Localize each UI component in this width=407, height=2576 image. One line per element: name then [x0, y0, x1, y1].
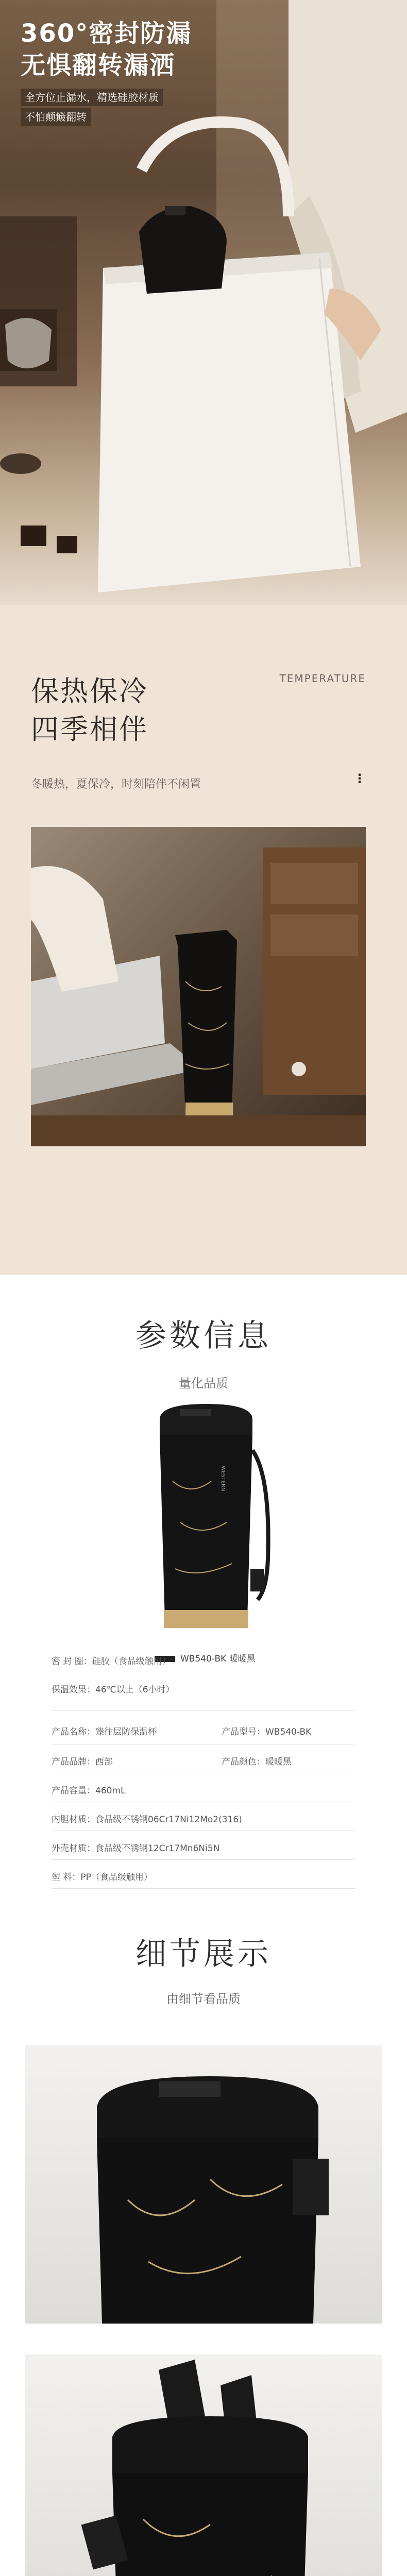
svg-text:WESTERN: WESTERN	[220, 1466, 226, 1492]
spec-shell-material: 外壳材质：食品级不锈钢12Cr17Mn6Ni5N	[52, 1843, 220, 1854]
spec-seal: 密 封 圈：硅胶（食品级触用）	[52, 1656, 171, 1667]
parameters-subheading: 量化品质	[179, 1376, 228, 1391]
temperature-title-line2: 四季相伴	[31, 713, 148, 745]
hero-subtitle	[21, 89, 163, 128]
temperature-description: 冬暖热，夏保冷，时刻陪伴不闲置	[31, 778, 201, 791]
spec-insulation: 保温效果：46℃以上（6小时）	[52, 1685, 175, 1695]
temperature-photo	[31, 827, 366, 1146]
spec-name: 产品名称：臻往层防保温杯	[52, 1727, 157, 1737]
spec-plastic: 塑 料：PP（食品级触用）	[52, 1872, 152, 1883]
details-heading: 细节展示	[135, 1936, 272, 1972]
spec-capacity: 产品容量：460mL	[52, 1786, 126, 1796]
parameters-heading: 参数信息	[135, 1318, 272, 1354]
hero-title	[21, 18, 192, 81]
hero-section	[0, 0, 407, 605]
hero-title-line2: 无惧翻转漏洒	[21, 51, 176, 80]
parameters-section	[0, 1275, 407, 1909]
details-subheading: 由细节看品质	[166, 1992, 241, 2006]
temperature-section	[0, 605, 407, 1275]
desk-scene	[31, 827, 366, 1146]
spec-divider	[52, 1710, 355, 1711]
spec-brand: 产品品牌：西部	[52, 1757, 113, 1767]
temperature-english-label: TEMPERATURE	[279, 672, 366, 685]
spec-divider	[52, 1859, 355, 1860]
detail-image-open-spout	[25, 2354, 382, 2576]
hero-subtitle-line2: 不怕颠簸翻转	[21, 108, 91, 126]
spec-color: 产品颜色：暖暖黑	[222, 1757, 292, 1767]
temperature-title-line1: 保热保冷	[31, 675, 148, 707]
temperature-title	[31, 672, 148, 749]
spec-model: 产品型号：WB540-BK	[222, 1727, 312, 1737]
model-caption-text: WB540-BK 暖暖黑	[180, 1654, 256, 1664]
spec-inner-material: 内胆材质：食品级不锈钢06Cr17Ni12Mo2(316)	[52, 1815, 242, 1825]
spec-divider	[52, 1888, 355, 1889]
detail-image-lid	[25, 2045, 382, 2324]
more-dots-icon: ⋮	[353, 771, 366, 786]
hero-title-line1: 360°密封防漏	[21, 19, 192, 48]
hero-subtitle-line1: 全方位止漏水，精选硅胶材质	[21, 89, 163, 106]
product-tumbler-image	[149, 1404, 273, 1641]
